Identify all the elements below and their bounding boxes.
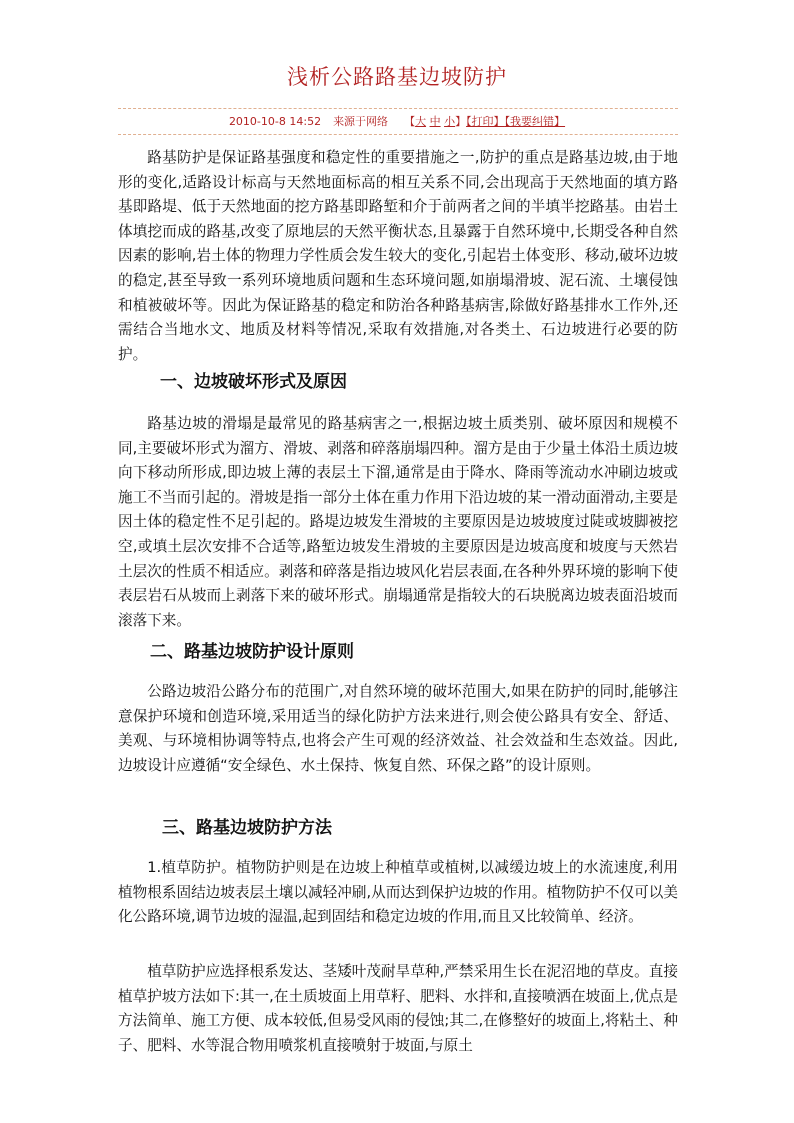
title-divider-bottom bbox=[118, 134, 678, 135]
font-size-bracket-open: 【 bbox=[404, 115, 416, 128]
font-size-bracket-close: 】 bbox=[455, 115, 467, 128]
section-heading-3: 三、路基边坡防护方法 bbox=[162, 818, 332, 838]
section-heading-1: 一、边坡破坏形式及原因 bbox=[160, 372, 347, 392]
paragraph-intro: 路基防护是保证路基强度和稳定性的重要措施之一,防护的重点是路基边坡,由于地形的变化,适路设计标高与天然地面标高的相互关系不同,会出现高于天然地面的填方路基即路堤、低于天然地面的挖方路基即路堑和介于前两者之间的半填半挖路基。由岩土体填挖而成的路基,改变了原地层的天然平衡状态,且暴露于自然环境中,长期受各种自然因素的影响,岩土体的物理力学性质会发生较大的变化,引起岩土体变形、移动,破坏边坡的稳定,甚至导致一系列环境地质问题和生态环境问题,如崩塌滑坡、泥石流、土壤侵蚀和植被破坏等。因此为保证路基的稳定和防治各种路基病害,除做好路基排水工作外,还需结合当地水文、地质及材料等情况,采取有效措施,对各类土、石边坡进行必要的防护。 bbox=[118, 149, 678, 363]
paragraph-principle: 公路边坡沿公路分布的范围广,对自然环境的破坏范围大,如果在防护的同时,能够注意保护环境和创造环境,采用适当的绿化防护方法来进行,则会使公路具有安全、舒适、美观、与环境相协调等特点,也将会产生可观的经济效益、社会效益和生态效益。因此,边坡设计应遵循“安全绿色、水土保持、恢复自然、环保之路”的设计原则。 bbox=[118, 683, 678, 774]
publish-datetime: 2010-10-8 14:52 bbox=[228, 115, 322, 128]
title-divider-top bbox=[118, 108, 678, 109]
paragraph-failure: 路基边坡的滑塌是最常见的路基病害之一,根据边坡土质类别、破坏原因和规模不同,主要破坏形式为溜方、滑坡、剥落和碎落崩塌四种。溜方是由于少量土体沿土质边坡向下移动所形成,即边坡上薄的表层土下溜,通常是由于降水、降雨等流动水冲刷边坡或施工不当而引起的。滑坡是指一部分土体在重力作用下沿边坡的某一滑动面滑动,主要是因土体的稳定性不足引起的。路堤边坡发生滑坡的主要原因是边坡坡度过陡或坡脚被挖空,或填土层次安排不合适等,路堑边坡发生滑坡的主要原因是边坡高度和坡度与天然岩土层次的性质不相适应。剥落和碎落是指边坡风化岩层表面,在各种外界环境的影响下使表层岩石从坡而上剥落下来的破坏形式。崩塌通常是指较大的石块脱离边坡表面沿坡而滚落下来。 bbox=[118, 415, 678, 629]
font-size-large-link[interactable]: 大 bbox=[415, 115, 427, 128]
paragraph-method-2: 植草防护应选择根系发达、茎矮叶茂耐旱草种,严禁采用生长在泥沼地的草皮。直接植草护坡方法如下:其一,在土质坡面上用草籽、肥料、水拌和,直接喷洒在坡面上,优点是方法简单、施工方便、成本较低,但易受风雨的侵蚀;其二,在修整好的坡面上,将粘土、种子、肥料、水等混合物用喷浆机直接喷射于坡面,与原土 bbox=[118, 963, 678, 1054]
source-label: 来源于网络 bbox=[333, 115, 389, 128]
font-size-medium-link[interactable]: 中 bbox=[429, 115, 441, 128]
section-heading-2: 二、路基边坡防护设计原则 bbox=[150, 642, 354, 662]
article-meta bbox=[0, 114, 794, 130]
print-link[interactable]: 【打印】 bbox=[466, 115, 505, 128]
article-title: 浅析公路路基边坡防护 bbox=[287, 65, 507, 89]
font-size-small-link[interactable]: 小 bbox=[444, 115, 456, 128]
paragraph-method-1: 1.植草防护。植物防护则是在边坡上种植草或植树,以减缓边坡上的水流速度,利用植物根系固结边坡表层土壤以减轻冲刷,从而达到保护边坡的作用。植物防护不仅可以美化公路环境,调节边坡的湿温,起到固结和稳定边坡的作用,而且又比较简单、经济。 bbox=[118, 859, 678, 926]
report-error-link[interactable]: 【我要纠错】 bbox=[504, 115, 566, 128]
